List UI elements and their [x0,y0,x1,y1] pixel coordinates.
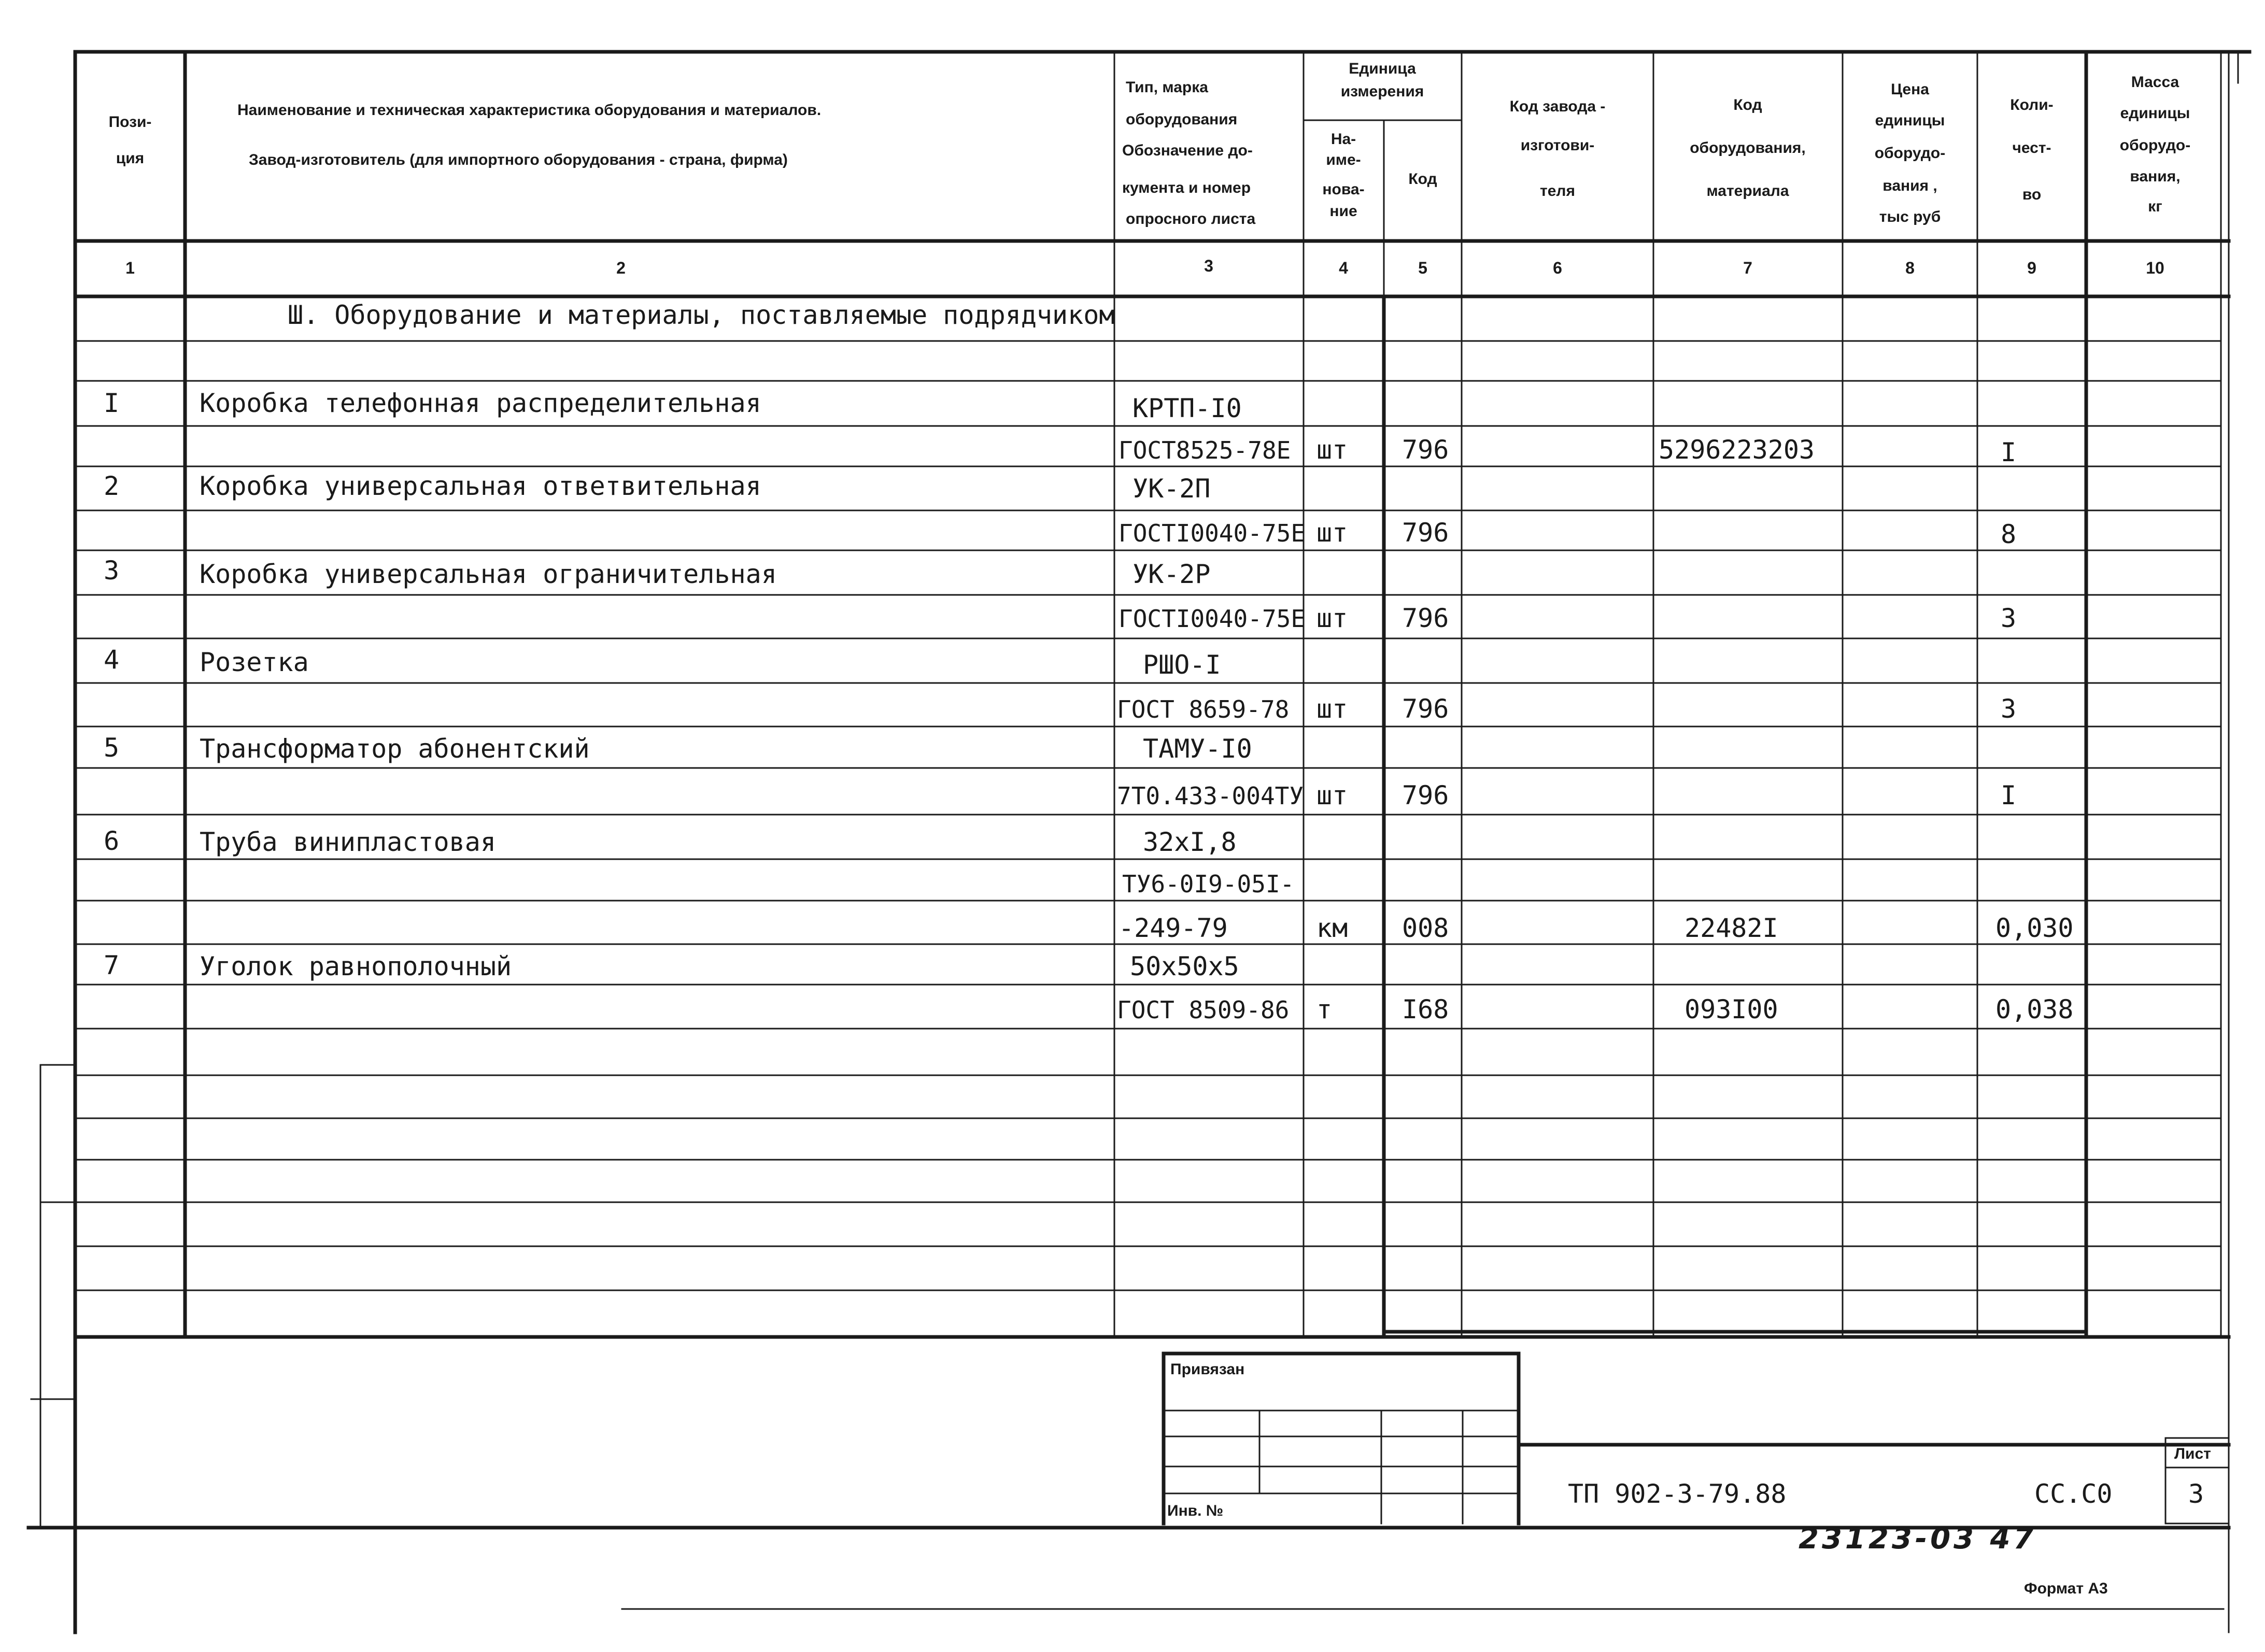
column-number: 5 [1418,259,1427,277]
header-price-1: Цена [1891,81,1929,98]
item-position: I [104,388,120,418]
header-name-2: Завод-изготовитель (для импортного оборудования - страна, фирма) [249,151,788,168]
sheet-label: Лист [2174,1445,2211,1462]
item-document: ГОСТI0040-75Е [1119,519,1306,547]
title-block [1164,1354,2229,1523]
item-type: КРТП-I0 [1133,393,1242,423]
header-price-5: тыс руб [1879,208,1941,225]
document-designation: ТП 902-3-79.88 [1568,1479,1787,1509]
column-number: 7 [1743,259,1752,277]
item-unit-code: 008 [1402,913,1449,943]
header-mass-4: вания, [2130,168,2181,185]
item-type: 32хI,8 [1143,827,1237,857]
header-type-5: опросного листа [1126,210,1256,227]
header-position-1: Пози- [108,113,152,131]
item-document: 7Т0.433-004ТУ [1117,782,1304,810]
item-quantity: 8 [2001,519,2017,549]
table-body [104,300,2074,1024]
item-position: 5 [104,733,120,763]
item-unit: шт [1316,780,1348,810]
inventory-number-label: Инв. № [1167,1502,1224,1519]
format-label: Формат А3 [2024,1580,2108,1597]
item-type: УК-2Р [1133,559,1211,589]
item-position: 6 [104,826,120,856]
header-mass-5: кг [2148,198,2162,215]
header-unit-2: измерения [1340,83,1424,100]
item-name: Труба винипластовая [200,827,496,857]
archive-number: 23123-03 47 [1799,1522,2037,1556]
item-quantity: 0,038 [1995,994,2074,1024]
item-unit-code: 796 [1402,780,1449,810]
item-document: ГОСТI0040-75Е [1119,605,1306,633]
header-type-4: кумента и номер [1122,179,1251,196]
item-quantity: I [2001,780,2017,810]
header-equipment-code-2: оборудования, [1690,139,1806,156]
header-price-2: единицы [1875,112,1945,129]
item-equipment-code: 22482I [1684,913,1778,943]
item-unit-code: I68 [1402,994,1449,1024]
item-document-continued: -249-79 [1119,913,1228,943]
header-unit-name-1: На- [1330,131,1356,148]
item-unit: т [1316,994,1333,1024]
item-unit: км [1316,913,1348,943]
item-unit: шт [1316,603,1348,633]
header-plant-code-3: теля [1540,182,1575,200]
column-number: 8 [1905,259,1915,277]
column-number: 3 [1204,257,1213,275]
item-name: Розетка [200,647,309,677]
header-unit-name-3: нова- [1322,181,1365,198]
item-equipment-code: 093I00 [1684,994,1778,1024]
header-mass-1: Масса [2131,74,2179,91]
header-unit-code: Код [1408,170,1437,188]
header-unit-name-2: име- [1326,151,1361,168]
item-position: 4 [104,645,120,675]
header-price-4: вания , [1882,177,1937,194]
item-name: Коробка универсальная ограничительная [200,559,777,589]
item-unit-code: 796 [1402,518,1449,548]
header-type-3: Обозначение до- [1122,142,1253,159]
item-unit: шт [1316,694,1348,724]
item-quantity: 3 [2001,603,2017,633]
column-number: 9 [2027,259,2036,277]
item-quantity: 0,030 [1995,913,2074,943]
item-unit: шт [1316,435,1348,465]
item-name: Трансформатор абонентский [200,734,590,764]
header-mass-2: единицы [2120,105,2190,122]
item-type: УК-2П [1133,474,1211,504]
header-position-2: ция [116,150,145,167]
header-plant-code-1: Код завода - [1509,98,1606,115]
item-name: Уголок равнополочный [200,951,512,981]
item-quantity: 3 [2001,694,2017,724]
header-type-1: Тип, марка [1126,79,1208,96]
item-quantity: I [2001,437,2017,467]
item-type: ТАМУ-I0 [1143,734,1252,764]
item-document: ГОСТ8525-78Е [1119,436,1291,464]
column-number: 10 [2146,259,2164,277]
item-unit-code: 796 [1402,694,1449,724]
header-equipment-code-1: Код [1733,96,1762,113]
bound-label: Привязан [1170,1361,1245,1378]
item-position: 3 [104,556,120,586]
item-type: 50х50х5 [1130,951,1239,981]
header-quantity-1: Коли- [2010,96,2054,113]
header-price-3: оборудо- [1874,145,1946,162]
item-document: ГОСТ 8659-78 [1117,695,1290,723]
column-number: 6 [1553,259,1562,277]
header-quantity-2: чест- [2012,139,2051,156]
item-unit: шт [1316,518,1348,548]
column-number: 4 [1339,259,1348,277]
item-name: Коробка телефонная распределительная [200,388,761,418]
item-position: 2 [104,471,120,501]
header-mass-3: оборудо- [2119,137,2191,154]
header-unit-name-4: ние [1329,203,1357,220]
header-quantity-3: во [2022,186,2042,203]
sheet-number: 3 [2188,1479,2204,1509]
item-document: ТУ6-0I9-05I- [1122,870,1295,898]
header-type-2: оборудования [1126,111,1238,128]
section-title: Ш. Оборудование и материалы, поставляемые подрядчиком [288,300,1115,330]
item-type: РШО-I [1143,650,1221,680]
header-plant-code-2: изготови- [1520,137,1595,154]
header-unit-1: Единица [1349,60,1416,77]
item-unit-code: 796 [1402,603,1449,633]
column-number: 1 [125,259,135,277]
header-name-1: Наименование и техническая характеристика оборудования и материалов. [237,102,822,119]
item-equipment-code: 5296223203 [1659,435,1815,465]
document-section: СС.С0 [2034,1479,2113,1509]
column-number: 2 [616,259,626,277]
item-name: Коробка универсальная ответвительная [200,471,761,501]
table-header [109,60,2191,277]
item-position: 7 [104,950,120,980]
item-document: ГОСТ 8509-86 [1117,996,1290,1024]
header-equipment-code-3: материала [1706,182,1789,200]
item-unit-code: 796 [1402,435,1449,465]
